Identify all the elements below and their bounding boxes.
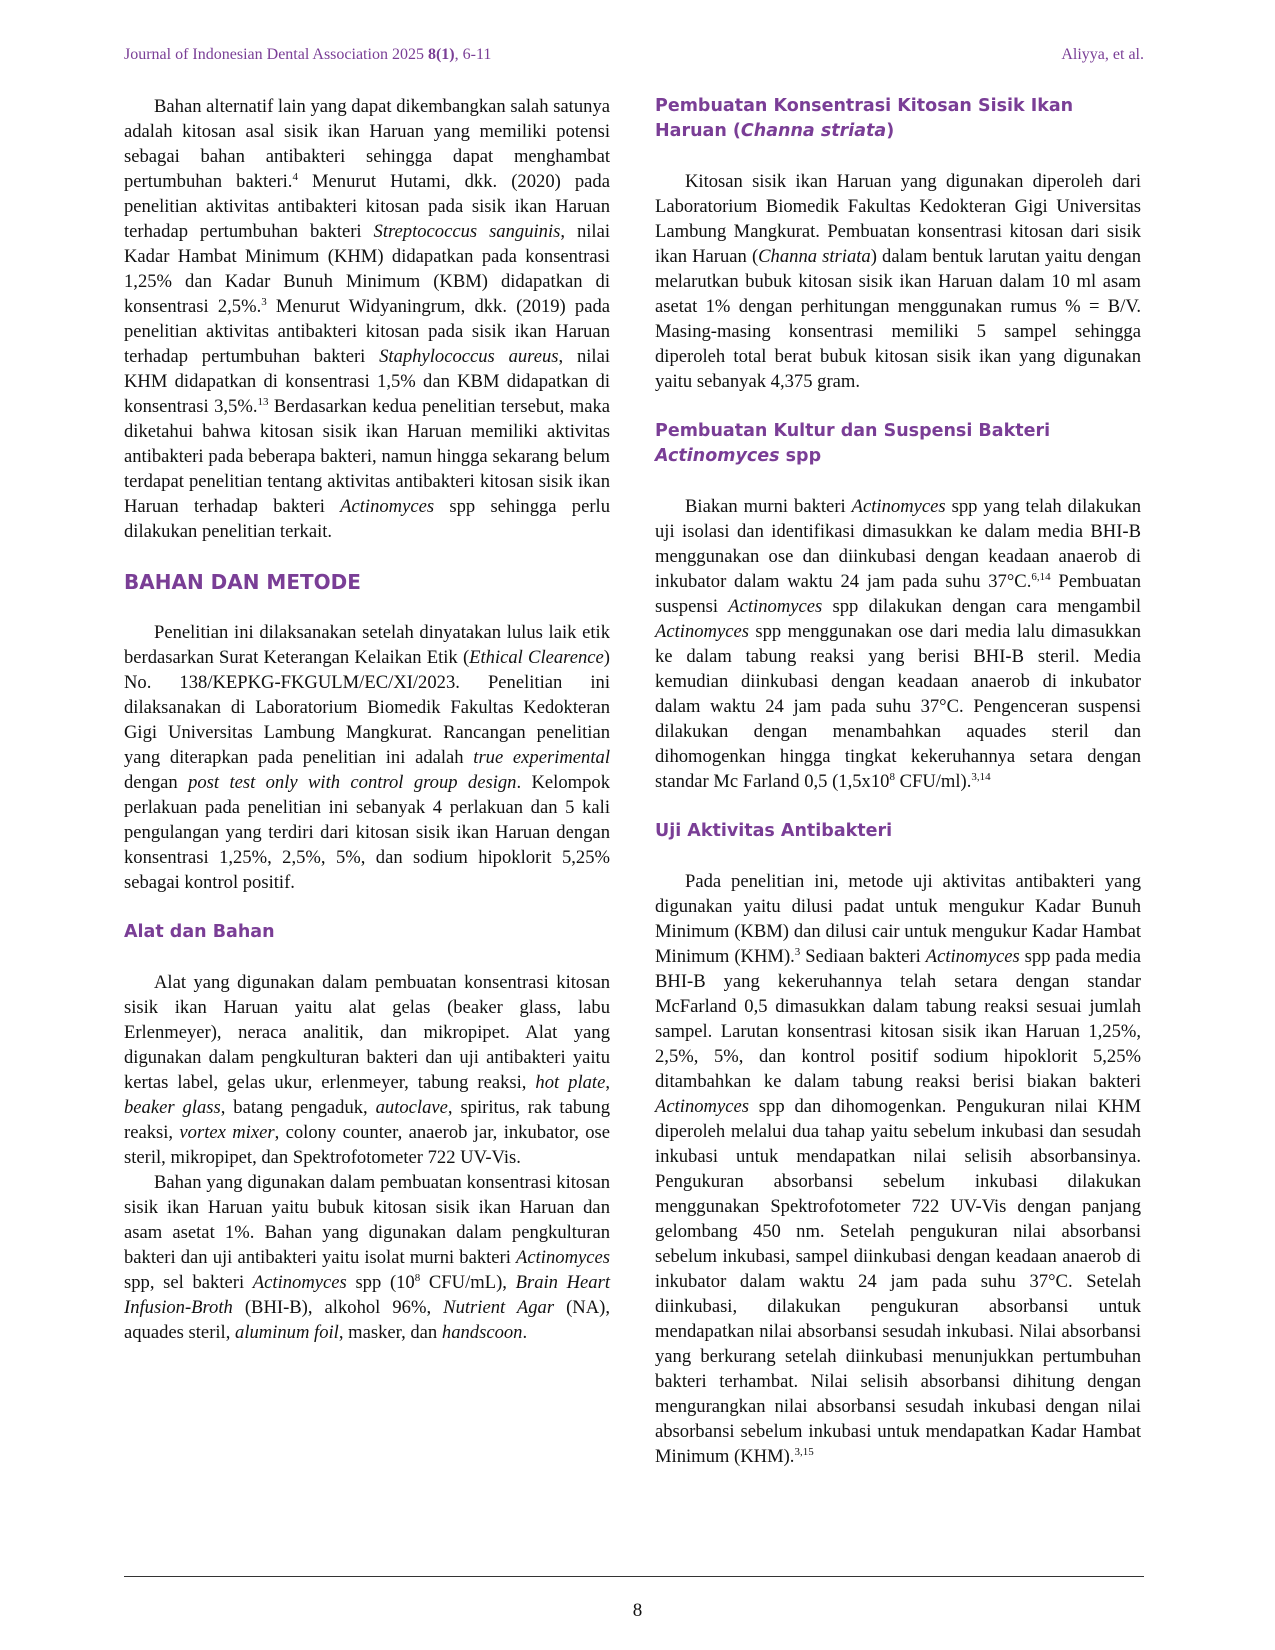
paragraph-kitosan: Kitosan sisik ikan Haruan yang digunakan diperoleh dari Laboratorium Biomedik Fakultas Kedokteran Gigi Universitas Lambung Mangkurat. Pembuatan konsentrasi kitosan dari sisik ikan Haruan (Channa striata) dalam bentuk larutan yaitu dengan melarutkan bubuk kitosan sisik ikan Haruan dalam 10 ml asam asetat 1% dengan perhitungan menggunakan rumus % = B/V. Masing-masing konsentrasi memiliki 5 sampel sehingga diperoleh total berat bubuk kitosan sisik ikan yang digunakan yaitu sebanyak 4,375 gram. (655, 171, 1141, 392)
section-heading-bahan-dan-metode: BAHAN DAN METODE (124, 570, 361, 594)
subheading-pembuatan-konsentrasi: Pembuatan Konsentrasi Kitosan Sisik Ikan Haruan (Channa striata) (655, 96, 1074, 141)
paragraph-biakan: Biakan murni bakteri Actinomyces spp yang telah dilakukan uji isolasi dan identifikasi dimasukkan ke dalam media BHI-B menggunakan ose dan diinkubasi dengan keadaan anaerob di inkubator dalam waktu 24 jam pada suhu 37°C.$^{6,14}$ Pembuatan suspensi Actinomyces spp dilakukan dengan cara mengambil Actinomyces spp menggunakan ose dari media lalu dimasukkan ke dalam tabung reaksi yang berisi BHI-B steril. Media kemudian diinkubasi dengan keadaan anaerob di inkubator dalam waktu 24 jam pada suhu 37°C. Pengenceran suspensi dilakukan dengan menambahkan aquades steril dan dihomogenkan hingga tingkat kekeruhannya setara dengan standar Mc Farland 0,5 ($1,5x10^8$ CFU/ml).$^{3,14}$ (655, 496, 1141, 792)
left-column (124, 94, 610, 1345)
right-column (655, 94, 1141, 1469)
paragraph-bahan: Bahan yang digunakan dalam pembuatan konsentrasi kitosan sisik ikan Haruan yaitu bubuk kitosan sisik ikan Haruan dan asam asetat 1%. Bahan yang digunakan dalam pengkulturan bakteri dan uji antibakteri yaitu isolat murni bakteri Actinomyces spp, sel bakteri Actinomyces spp ($10^8$ CFU/mL), Brain Heart Infusion-Broth (BHI-B), alkohol 96%, Nutrient Agar (NA), aquades steril, aluminum foil, masker, dan handscoon. (124, 1172, 611, 1343)
paragraph-alternatif: Bahan alternatif lain yang dapat dikembangkan salah satunya adalah kitosan asal sisik ikan Haruan yang memiliki potensi sebagai bahan antibakteri sehingga dapat menghambat pertumbuhan bakteri.$^4$ Menurut Hutami, dkk. (2020) pada penelitian aktivitas antibakteri kitosan pada sisik ikan Haruan terhadap pertumbuhan bakteri Streptococcus sanguinis, nilai Kadar Hambat Minimum (KHM) didapatkan pada konsentrasi 1,25% dan Kadar Bunuh Minimum (KBM) didapatkan di konsentrasi 2,5%.$^3$ Menurut Widyaningrum, dkk. (2019) pada penelitian aktivitas antibakteri kitosan pada sisik ikan Haruan terhadap pertumbuhan bakteri Staphylococcus aureus, nilai KHM didapatkan di konsentrasi 1,5% dan KBM didapatkan di konsentrasi 3,5%.$^{13}$ Berdasarkan kedua penelitian tersebut, maka diketahui bahwa kitosan sisik ikan Haruan memiliki aktivitas antibakteri pada beberapa bakteri, namun hingga sekarang belum terdapat penelitian tentang aktivitas antibakteri kitosan sisik ikan Haruan terhadap bakteri Actinomyces spp sehingga perlu dilakukan penelitian terkait. (124, 96, 611, 542)
page-number: 8 (632, 1600, 643, 1621)
paragraph-alat: Alat yang digunakan dalam pembuatan konsentrasi kitosan sisik ikan Haruan yaitu alat gelas (beaker glass, labu Erlenmeyer), neraca analitik, dan mikropipet. Alat yang digunakan dalam pengkulturan bakteri dan uji antibakteri yaitu kertas label, gelas ukur, erlenmeyer, tabung reaksi, hot plate, beaker glass, batang pengaduk, autoclave, spiritus, rak tabung reaksi, vortex mixer, colony counter, anaerob jar, inkubator, ose steril, mikropipet, dan Spektrofotometer 722 UV-Vis. (124, 972, 611, 1168)
journal-volume: 8(1) (427, 46, 455, 63)
author-names: Aliyya, et al. (1061, 46, 1144, 63)
journal-citation: Journal of Indonesian Dental Association 2025 8(1), 6-11 (124, 46, 492, 63)
subheading-kultur-suspensi: Pembuatan Kultur dan Suspensi Bakteri Actinomyces spp (655, 421, 1051, 466)
paragraph-uji: Pada penelitian ini, metode uji aktivitas antibakteri yang digunakan yaitu dilusi padat untuk mengukur Kadar Bunuh Minimum (KBM) dan dilusi cair untuk mengukur Kadar Hambat Minimum (KHM).$^3$ Sediaan bakteri Actinomyces spp pada media BHI-B yang kekeruhannya telah setara dengan standar McFarland 0,5 dimasukkan dalam tabung reaksi sesuai jumlah sampel. Larutan konsentrasi kitosan sisik ikan Haruan 1,25%, 2,5%, 5%, dan kontrol positif sodium hipoklorit 5,25% ditambahkan ke dalam tabung reaksi berisi biakan bakteri Actinomyces spp dan dihomogenkan. Pengukuran nilai KHM diperoleh melalui dua tahap yaitu sebelum inkubasi dan sesudah inkubasi untuk mendapatkan nilai selisih absorbansinya. Pengukuran absorbansi sebelum inkubasi dilakukan menggunakan Spektrofotometer 722 UV-Vis dengan panjang gelombang 450 nm. Setelah pengukuran nilai absorbansi sebelum inkubasi, sampel diinkubasi dengan keadaan anaerob di inkubator dalam waktu 24 jam pada suhu 37°C. Setelah diinkubasi, dilakukan pengukuran absorbansi untuk mendapatkan nilai absorbansi sesudah inkubasi. Nilai absorbansi yang berkurang setelah diinkubasi menunjukkan pertumbuhan bakteri terhambat. Nilai selisih absorbansi dihitung dengan mengurangkan nilai absorbansi sesudah inkubasi dengan nilai absorbansi sebelum inkubasi untuk mendapatkan Kadar Hambat Minimum (KHM).$^{3,15}$ (655, 871, 1142, 1467)
running-header (124, 46, 1144, 74)
footer-rule (124, 1576, 1144, 1577)
subheading-uji-aktivitas: Uji Aktivitas Antibakteri (655, 821, 893, 841)
subheading-alat-dan-bahan: Alat dan Bahan (124, 922, 275, 942)
paragraph-penelitian: Penelitian ini dilaksanakan setelah dinyatakan lulus laik etik berdasarkan Surat Keterangan Kelaikan Etik (Ethical Clearence) No. 138/KEPKG-FKGULM/EC/XI/2023. Penelitian ini dilaksanakan di Laboratorium Biomedik Fakultas Kedokteran Gigi Universitas Lambung Mangkurat. Rancangan penelitian yang diterapkan pada penelitian ini adalah true experimental dengan post test only with control group design. Kelompok perlakuan pada penelitian ini sebanyak 4 perlakuan dan 5 kali pengulangan yang terdiri dari kitosan sisik ikan Haruan dengan konsentrasi 1,25%, 2,5%, 5%, dan sodium hipoklorit 5,25% sebagai kontrol positif. (124, 622, 611, 893)
